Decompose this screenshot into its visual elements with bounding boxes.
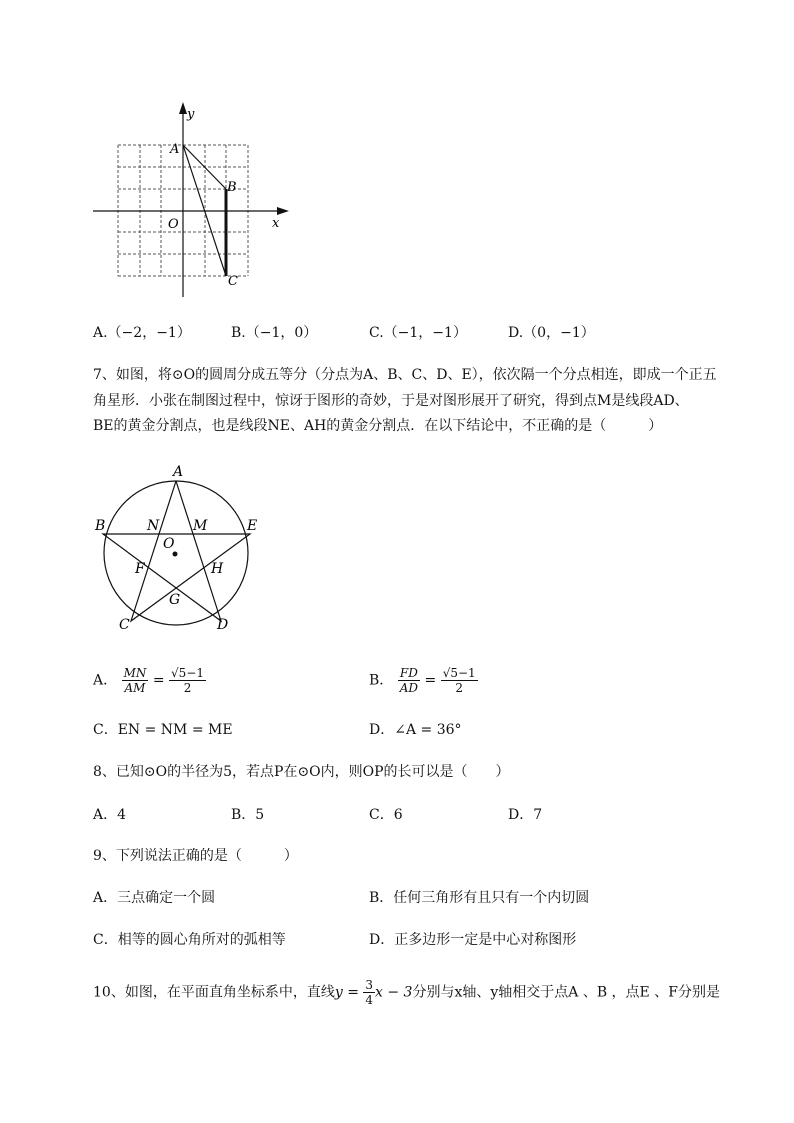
q10-suffix: 分别与x轴、y轴相交于点A 、B ，点E 、F分别是 bbox=[412, 984, 720, 1001]
label-n: N bbox=[147, 518, 160, 534]
q10-fraction bbox=[363, 978, 375, 1007]
q7-option-b-prefix: B． bbox=[369, 672, 394, 689]
q10-stem bbox=[93, 978, 720, 1007]
q7-option-b-lhs-num: FD bbox=[398, 666, 420, 681]
label-y: y bbox=[187, 107, 195, 122]
q6-option-d: D.（0，−1） bbox=[508, 325, 595, 341]
q6-option-c: C.（−1，−1） bbox=[369, 325, 467, 341]
label-b: B bbox=[95, 518, 106, 534]
q10-frac-den: 4 bbox=[365, 993, 374, 1007]
q10-frac-num: 3 bbox=[365, 978, 374, 992]
label-c: C bbox=[119, 617, 130, 633]
label-c: C bbox=[228, 274, 238, 289]
q7-pentagram-figure bbox=[90, 458, 270, 638]
q9-option-d: D．正多边形一定是中心对称图形 bbox=[369, 932, 577, 948]
q9-stem: 9、下列说法正确的是（ ） bbox=[93, 848, 298, 864]
label-g: G bbox=[169, 592, 181, 608]
q7-option-a-rhs bbox=[169, 666, 206, 695]
q6-coordinate-figure bbox=[85, 95, 300, 305]
q6-option-a: A.（−2，−1） bbox=[93, 325, 191, 341]
q9-option-b: B．任何三角形有且只有一个内切圆 bbox=[369, 890, 590, 906]
q6-option-b: B.（−1，0） bbox=[231, 325, 318, 341]
q7-option-a-prefix: A． bbox=[93, 672, 118, 689]
q7-stem-line3: BE的黄金分割点，也是线段NE、AH的黄金分割点．在以下结论中，不正确的是（ ） bbox=[93, 418, 663, 434]
q10-eq-rest: x − 3 bbox=[375, 984, 413, 1001]
center-dot bbox=[173, 552, 178, 557]
q7-option-b-rhs bbox=[441, 666, 478, 695]
q8-option-d: D．7 bbox=[508, 807, 543, 823]
label-d: D bbox=[217, 617, 229, 633]
label-origin: O bbox=[168, 217, 179, 232]
q7-option-b-lhs-den: AD bbox=[399, 681, 419, 695]
q8-option-c: C．6 bbox=[369, 807, 403, 823]
label-a: A bbox=[173, 464, 184, 480]
q7-stem-line2: 角星形．小张在制图过程中，惊讶于图形的奇妙，于是对图形展开了研究，得到点M是线段AD、 bbox=[93, 393, 689, 409]
label-m: M bbox=[193, 518, 208, 534]
q10-prefix: 10、如图，在平面直角坐标系中，直线 bbox=[93, 984, 335, 1001]
q7-option-a-rhs-den: 2 bbox=[183, 681, 192, 695]
x-arrow-icon bbox=[277, 207, 289, 215]
q7-option-a: A． $\frac{MN}{AM}$ = $\frac{√5-1}{2}$ bbox=[93, 666, 204, 695]
q8-option-b: B．5 bbox=[231, 807, 265, 823]
q7-option-a-rhs-num: √5−1 bbox=[171, 666, 204, 680]
q7-option-b-rhs-num: √5−1 bbox=[442, 666, 476, 680]
label-b: B bbox=[227, 180, 237, 195]
label-h: H bbox=[211, 561, 224, 577]
q7-option-b: B． $\frac{FD}{AD}$ = $\frac{√5-1}{2}$ bbox=[369, 666, 476, 695]
q8-option-a: A．4 bbox=[93, 807, 127, 823]
q7-option-c: C．EN = NM = ME bbox=[93, 722, 233, 738]
q9-option-c: C．相等的圆心角所对的弧相等 bbox=[93, 932, 286, 948]
label-x: x bbox=[272, 216, 280, 231]
q7-option-b-rhs-den: 2 bbox=[455, 681, 463, 695]
q9-option-a: A．三点确定一个圆 bbox=[93, 890, 216, 906]
q7-stem-line1: 7、如图，将⊙O的圆周分成五等分（分点为A、B、C、D、E），依次隔一个分点相连，即成一个正五 bbox=[93, 367, 717, 383]
q7-option-d: D．∠A = 36° bbox=[369, 722, 462, 738]
q7-option-a-lhs-num: MN bbox=[123, 666, 147, 680]
q8-stem: 8、已知⊙O的半径为5，若点P在⊙O内，则OP的长可以是（ ） bbox=[93, 764, 510, 780]
q7-option-b-lhs bbox=[398, 666, 420, 695]
label-e: E bbox=[247, 518, 258, 534]
label-a: A bbox=[170, 142, 180, 157]
y-arrow-icon bbox=[179, 102, 187, 114]
label-o: O bbox=[163, 536, 175, 552]
q7-option-a-lhs-den: AM bbox=[124, 681, 146, 695]
q7-option-a-lhs bbox=[122, 666, 149, 695]
q10-eq-y: y = bbox=[334, 984, 359, 1001]
label-f: F bbox=[135, 561, 145, 577]
